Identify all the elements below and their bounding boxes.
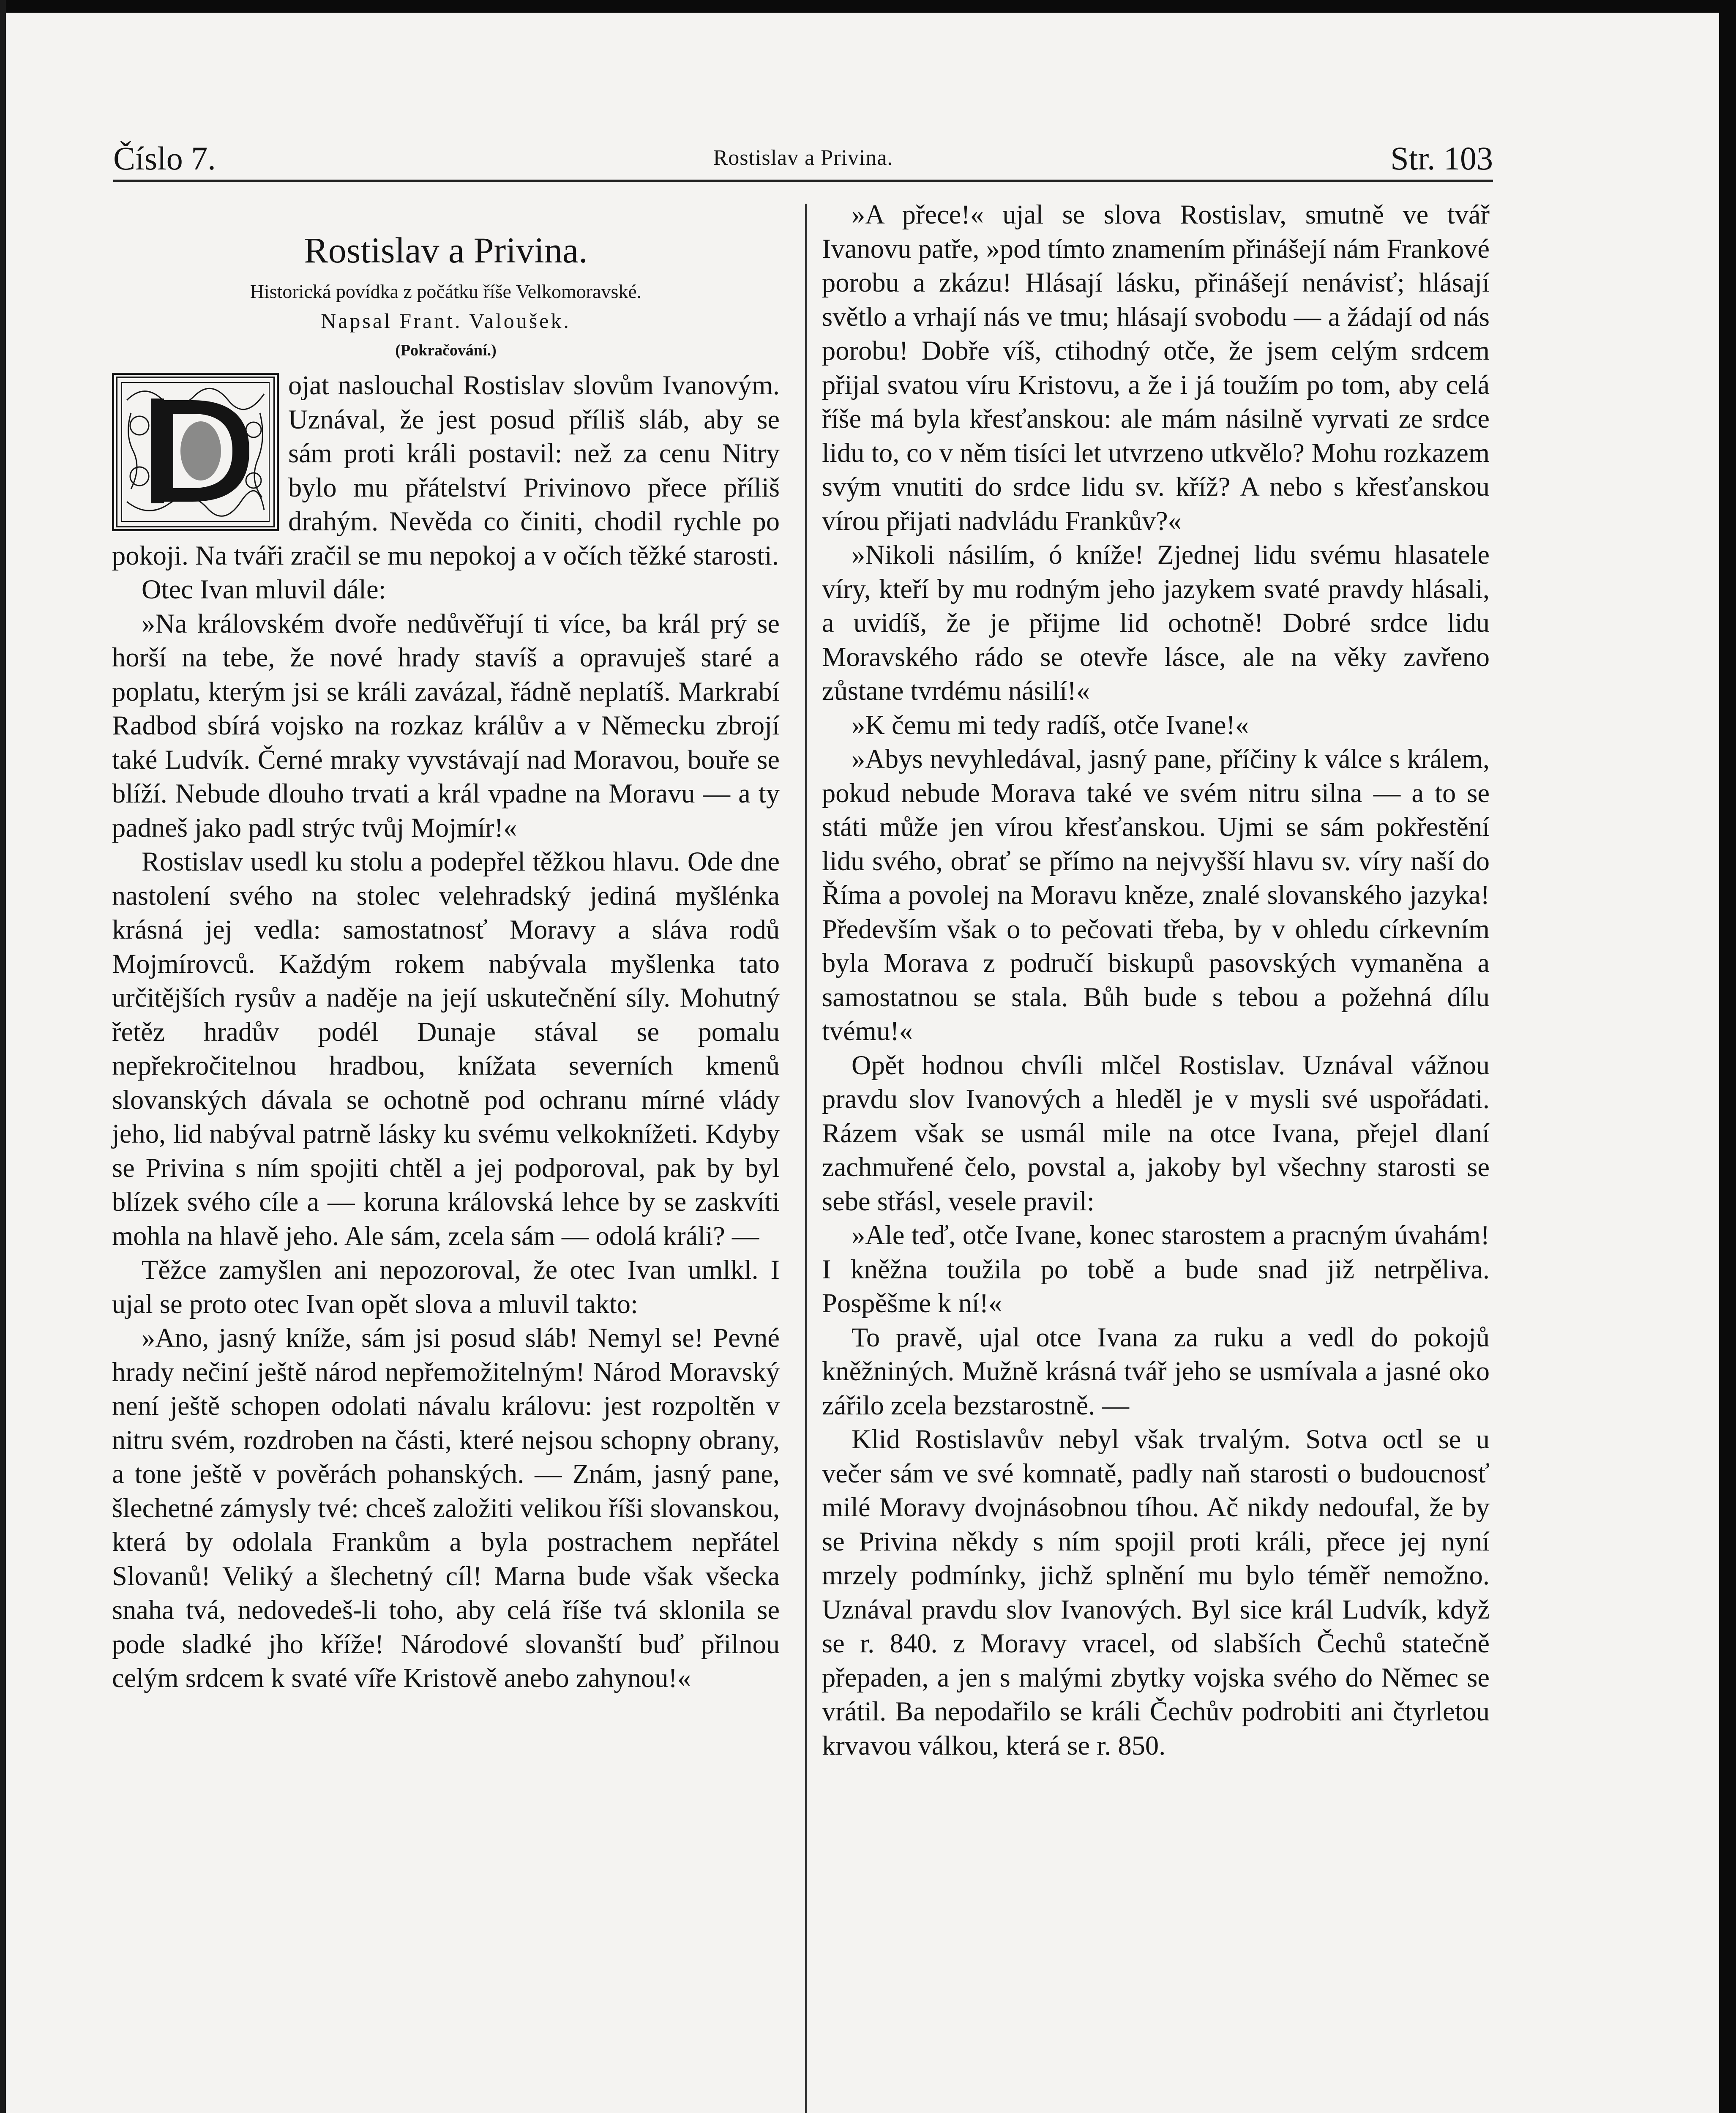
- paragraph: »Nikoli násilím, ó kníže! Zjednej lidu svému hlasatele víry, kteří by mu rodným jeho jazykem svaté pravdy hlásali, a uvidíš, že je přijme lid ochotně! Dobré srdce lidu Moravského rádo se otevře lásce, ale na věky zavřeno zůstane tvrdému násilí!«: [822, 540, 1490, 706]
- right-column: [822, 198, 1490, 1763]
- initial-ornament-icon: [114, 375, 277, 529]
- article-author: Napsal Frant. Valoušek.: [321, 309, 571, 333]
- paragraph: »Ale teď, otče Ivane, konec starostem a pracným úvahám! I kněžna toužila po tobě a bude snad již netrpěliva. Pospěšme k ní!«: [822, 1220, 1490, 1318]
- article-subtitle: Historická povídka z počátku říše Velkomoravské.: [250, 281, 642, 302]
- paragraph: »Abys nevyhledával, jasný pane, příčiny k válce s králem, pokud nebude Morava také ve svém nitru silna — a to se státi může jen vírou křesťanskou. Ujmi se sám pokřestění lidu svého, obrať se přímo na nejvyšší hlavu sv. víry naší do Říma a povolej na Moravu kněze, znalé slovanského jazyka! Především však o to pečovati třeba, by v ohledu církevním byla Morava z područí biskupů pasovských vymaněna a samostatnou se stala. Bůh bude s tebou a požehná dílu tvému!«: [822, 744, 1490, 1046]
- paragraph: To pravě, ujal otce Ivana za ruku a vedl do pokojů kněžniných. Mužně krásná tvář jeho se usmívala a jasné oko zářilo zcela bezstarostně. —: [822, 1322, 1490, 1420]
- paragraph: Otec Ivan mluvil dále:: [142, 574, 386, 604]
- paragraph: »Ano, jasný kníže, sám jsi posud sláb! Nemyl se! Pevné hrady nečiní ještě národ nepřemožitelným! Národ Moravský není ještě schopen odolati návalu královu: jest rozpoltěn v nitru svém, rozdroben na části, které nejsou schopny obrany, a tone ještě v pověrách pohanských. — Znám, jasný pane, šlechetné zámysly tvé: chceš založiti velikou říši slovanskou, která by odolala Frankům a byla postrachem nepřátel Slovanů! Veliký a šlechetný cíl! Marna bude však všecka snaha tvá, nedovedeš-li toho, aby celá říše tvá sklonila se pode sladké jho kříže! Národové slovanští buď přilnou celým srdcem k svaté víře Kristově anebo zahynou!«: [112, 1323, 780, 1693]
- left-column: [112, 198, 780, 1695]
- scan-edge-left: [0, 0, 6, 2113]
- paragraph: Klid Rostislavův nebyl však trvalým. Sotva octl se u večer sám ve své komnatě, padly naň starosti o budoucnosť milé Moravy dvojnásobnou tíhou. Ač nikdy nedoufal, že by se Privina někdy s ním spojil proti králi, přece jej nyní mrzely podmínky, jichž splnění mu bylo téměř nemožno. Uznával pravdu slov Ivanových. Byl sice král Ludvík, když se r. 840. z Moravy vracel, od slabších Čechů statečně přepaden, a jen s malými zbytky vojska svého do Němec se vrátil. Ba nepodařilo se králi Čechův podrobiti ani čtyrletou krvavou válkou, která se r. 850.: [822, 1424, 1490, 1761]
- running-title: Rostislav a Privina.: [713, 146, 893, 170]
- left-column-body: [112, 369, 780, 1695]
- page-number: Str. 103: [1390, 140, 1493, 177]
- column-divider: [805, 204, 807, 2113]
- scan-edge-top: [0, 0, 1736, 13]
- paragraph: »A přece!« ujal se slova Rostislav, smutně ve tvář Ivanovu patře, »pod tímto znamením přinášejí nám Frankové porobu a zkázu! Hlásají lásku, přinášejí nenávisť; hlásají světlo a vrhají nás ve tmu; hlásají svobodu — a žádají od nás porobu! Dobře víš, ctihodný otče, že jsem celým srdcem přijal svatou víru Kristovu, a že i já toužím po tom, aby celá říše má byla křesťanskou: ale mám násilně vyrvati ze srdce lidu to, co v něm tisíci let utvrzeno utkvělo? Mohu rozkazem svým vnutiti do srdce lidu sv. kříž? A nebo s křesťanskou vírou přijati nadvládu Frankův?«: [822, 199, 1490, 536]
- paragraph: »K čemu mi tedy radíš, otče Ivane!«: [852, 710, 1249, 740]
- paragraph: Opět hodnou chvíli mlčel Rostislav. Uznával vážnou pravdu slov Ivanových a hleděl je v mysli své uspořádati. Rázem však se usmál mile na otce Ivana, přejel dlaní zachmuřené čelo, povstal a, jakoby byl všechny starosti se sebe střásl, vesele pravil:: [822, 1050, 1490, 1216]
- right-column-body: [822, 198, 1490, 1763]
- decorated-initial-letter: [112, 373, 279, 531]
- issue-number: Číslo 7.: [113, 140, 216, 177]
- article-title: Rostislav a Privina.: [304, 230, 588, 270]
- paragraph: Rostislav usedl ku stolu a podepřel těžkou hlavu. Ode dne nastolení svého na stolec velehradský jediná myšlénka krásná jej vedla: samostatnosť Moravy a sláva rodů Mojmírovců. Každým rokem nabývala myšlenka tato určitějších rysův a naděje na její uskutečnění síly. Mohutný řetěz hradův podél Dunaje stával se pomalu nepřekročitelnou hradbou, knížata severních kmenů slovanských dávala se ochotně pod ochranu mírné vlády jeho, lid nabýval patrně lásky ku svému velkoknížeti. Kdyby se Privina s ním spojiti chtěl a jej podporoval, pak by byl blízek svého cíle a — koruna královská lehce by se zaskvíti mohla na hlavě jeho. Ale sám, zcela sám — odolá králi? —: [112, 846, 780, 1251]
- scan-edge-right: [1719, 0, 1736, 2113]
- continuation-note: (Pokračování.): [395, 341, 497, 359]
- header-rule: [113, 180, 1493, 182]
- paragraph: Těžce zamyšlen ani nepozoroval, že otec Ivan umlkl. I ujal se proto otec Ivan opět slova a mluvil takto:: [112, 1255, 780, 1319]
- page-header: [113, 135, 1493, 182]
- paragraph: »Na královském dvoře nedůvěřují ti více, ba král prý se horší na tebe, že nové hrady stavíš a opravuješ staré a poplatu, kterým jsi se králi zavázal, řádně neplatíš. Markrabí Radbod sbírá vojsko na rozkaz králův a v Německu zbrojí také Ludvík. Černé mraky vyvstávají nad Moravou, bouře se blíží. Nebude dlouho trvati a král vpadne na Moravu — a ty padneš jako padl strýc tvůj Mojmír!«: [112, 608, 780, 843]
- paragraph: ojat naslouchal Rostislav slovům Ivanovým. Uznával, že jest posud příliš sláb, aby se sám proti králi postavil: než za cenu Nitry bylo mu přátelství Privinovo přece příliš drahým. Nevěda co činiti, chodil rychle po pokoji. Na tváři zračil se mu nepokoj a v očích těžké starosti.: [112, 370, 780, 571]
